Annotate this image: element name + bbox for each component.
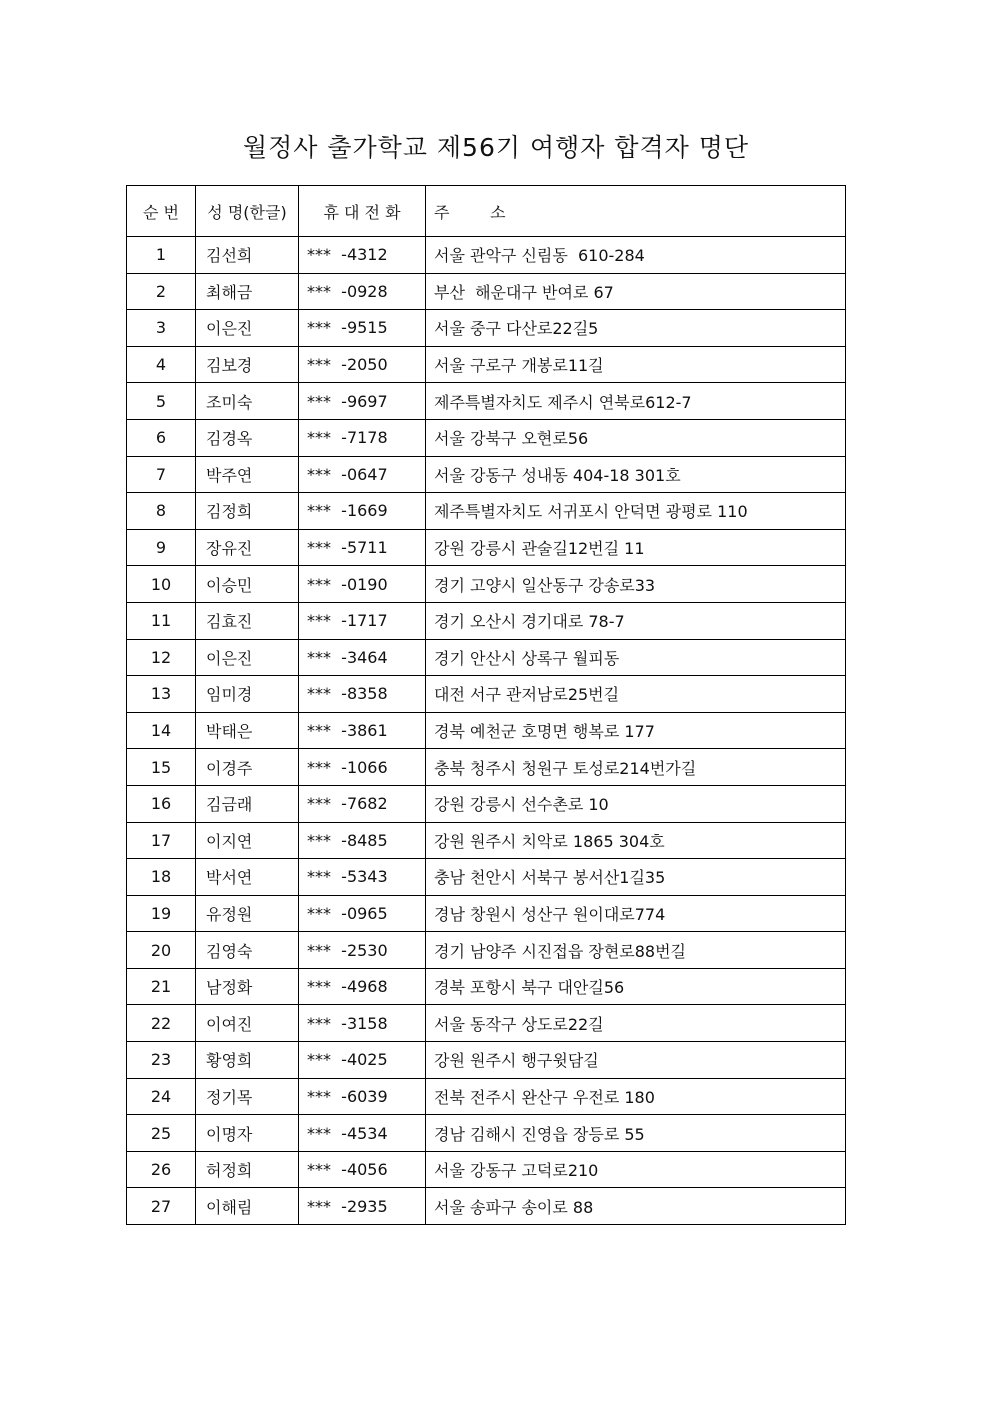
cell-name: 장유진 — [196, 529, 299, 566]
table-row — [127, 1115, 846, 1152]
cell-address: 서울 강동구 성내동 404-18 301호 — [426, 456, 846, 493]
cell-phone: *** -2935 — [299, 1188, 426, 1225]
header-name: 성 명(한글) — [196, 186, 299, 237]
cell-address: 경남 김해시 진영읍 장등로 55 — [426, 1115, 846, 1152]
cell-name: 황영희 — [196, 1042, 299, 1079]
cell-address: 경남 창원시 성산구 원이대로774 — [426, 895, 846, 932]
table-row — [127, 1078, 846, 1115]
cell-name: 이은진 — [196, 639, 299, 676]
cell-address: 전북 전주시 완산구 우전로 180 — [426, 1078, 846, 1115]
cell-address: 경기 남양주 시진접읍 장현로88번길 — [426, 932, 846, 969]
cell-number: 12 — [127, 639, 196, 676]
cell-name: 김금래 — [196, 785, 299, 822]
cell-phone: *** -3861 — [299, 712, 426, 749]
cell-phone: *** -7178 — [299, 419, 426, 456]
table-row — [127, 602, 846, 639]
page-title: 월정사 출가학교 제56기 여행자 합격자 명단 — [242, 133, 750, 162]
table-row — [127, 1151, 846, 1188]
cell-address: 강원 강릉시 선수촌로 10 — [426, 785, 846, 822]
cell-number: 18 — [127, 859, 196, 896]
cell-number: 23 — [127, 1042, 196, 1079]
cell-phone: *** -3158 — [299, 1005, 426, 1042]
cell-phone: *** -0190 — [299, 566, 426, 603]
cell-phone: *** -0928 — [299, 273, 426, 310]
cell-name: 유정원 — [196, 895, 299, 932]
cell-phone: *** -7682 — [299, 785, 426, 822]
cell-number: 4 — [127, 346, 196, 383]
cell-address: 충북 청주시 청원구 토성로214번가길 — [426, 749, 846, 786]
cell-name: 최해금 — [196, 273, 299, 310]
cell-phone: *** -2050 — [299, 346, 426, 383]
cell-phone: *** -5711 — [299, 529, 426, 566]
table-row — [127, 968, 846, 1005]
cell-address: 서울 관악구 신림동 610-284 — [426, 237, 846, 274]
cell-phone: *** -1066 — [299, 749, 426, 786]
cell-address: 강원 원주시 행구윗담길 — [426, 1042, 846, 1079]
table-row — [127, 1042, 846, 1079]
cell-number: 24 — [127, 1078, 196, 1115]
table-row — [127, 310, 846, 347]
cell-number: 14 — [127, 712, 196, 749]
table-row — [127, 785, 846, 822]
cell-number: 19 — [127, 895, 196, 932]
cell-number: 21 — [127, 968, 196, 1005]
cell-phone: *** -1669 — [299, 493, 426, 530]
table-row — [127, 932, 846, 969]
table-row — [127, 273, 846, 310]
cell-number: 10 — [127, 566, 196, 603]
table-row — [127, 676, 846, 713]
cell-number: 5 — [127, 383, 196, 420]
cell-number: 8 — [127, 493, 196, 530]
cell-address: 경기 고양시 일산동구 강송로33 — [426, 566, 846, 603]
cell-name: 김정희 — [196, 493, 299, 530]
table-row — [127, 1005, 846, 1042]
cell-number: 6 — [127, 419, 196, 456]
cell-phone: *** -4056 — [299, 1151, 426, 1188]
cell-address: 경기 안산시 상록구 월피동 — [426, 639, 846, 676]
cell-name: 이승민 — [196, 566, 299, 603]
cell-address: 강원 원주시 치악로 1865 304호 — [426, 822, 846, 859]
cell-name: 이지연 — [196, 822, 299, 859]
cell-number: 3 — [127, 310, 196, 347]
cell-number: 27 — [127, 1188, 196, 1225]
cell-address: 서울 송파구 송이로 88 — [426, 1188, 846, 1225]
table-header — [127, 186, 846, 237]
cell-number: 17 — [127, 822, 196, 859]
cell-phone: *** -3464 — [299, 639, 426, 676]
cell-phone: *** -9697 — [299, 383, 426, 420]
cell-name: 조미숙 — [196, 383, 299, 420]
cell-phone: *** -6039 — [299, 1078, 426, 1115]
cell-name: 이해림 — [196, 1188, 299, 1225]
cell-name: 이여진 — [196, 1005, 299, 1042]
applicant-table — [126, 185, 846, 1225]
cell-phone: *** -4534 — [299, 1115, 426, 1152]
table-row — [127, 346, 846, 383]
table-row — [127, 456, 846, 493]
table-row — [127, 895, 846, 932]
cell-name: 이은진 — [196, 310, 299, 347]
cell-number: 7 — [127, 456, 196, 493]
cell-address: 경북 포항시 북구 대안길56 — [426, 968, 846, 1005]
cell-address: 서울 동작구 상도로22길 — [426, 1005, 846, 1042]
table-row — [127, 529, 846, 566]
cell-address: 부산 해운대구 반여로 67 — [426, 273, 846, 310]
table-row — [127, 383, 846, 420]
cell-name: 임미경 — [196, 676, 299, 713]
table-row — [127, 237, 846, 274]
cell-phone: *** -1717 — [299, 602, 426, 639]
cell-phone: *** -8485 — [299, 822, 426, 859]
table-row — [127, 859, 846, 896]
table-body — [127, 237, 846, 1225]
table-row — [127, 566, 846, 603]
cell-address: 제주특별자치도 제주시 연북로612-7 — [426, 383, 846, 420]
table-row — [127, 712, 846, 749]
cell-name: 김효진 — [196, 602, 299, 639]
header-address: 주 소 — [426, 186, 846, 237]
cell-address: 서울 구로구 개봉로11길 — [426, 346, 846, 383]
header-row — [127, 186, 846, 237]
cell-name: 박태은 — [196, 712, 299, 749]
cell-number: 22 — [127, 1005, 196, 1042]
cell-phone: *** -2530 — [299, 932, 426, 969]
cell-number: 2 — [127, 273, 196, 310]
cell-address: 서울 강북구 오현로56 — [426, 419, 846, 456]
cell-phone: *** -4025 — [299, 1042, 426, 1079]
header-phone: 휴 대 전 화 — [299, 186, 426, 237]
cell-number: 20 — [127, 932, 196, 969]
cell-phone: *** -0647 — [299, 456, 426, 493]
cell-name: 이명자 — [196, 1115, 299, 1152]
table-row — [127, 493, 846, 530]
cell-number: 13 — [127, 676, 196, 713]
cell-name: 정기목 — [196, 1078, 299, 1115]
cell-phone: *** -9515 — [299, 310, 426, 347]
cell-address: 경북 예천군 호명면 행복로 177 — [426, 712, 846, 749]
cell-name: 박서연 — [196, 859, 299, 896]
cell-phone: *** -5343 — [299, 859, 426, 896]
cell-name: 허정희 — [196, 1151, 299, 1188]
cell-phone: *** -8358 — [299, 676, 426, 713]
table-row — [127, 639, 846, 676]
table-row — [127, 822, 846, 859]
cell-name: 김영숙 — [196, 932, 299, 969]
cell-number: 15 — [127, 749, 196, 786]
cell-name: 박주연 — [196, 456, 299, 493]
cell-name: 김보경 — [196, 346, 299, 383]
cell-name: 김선희 — [196, 237, 299, 274]
cell-address: 경기 오산시 경기대로 78-7 — [426, 602, 846, 639]
table-row — [127, 749, 846, 786]
cell-number: 16 — [127, 785, 196, 822]
cell-address: 대전 서구 관저남로25번길 — [426, 676, 846, 713]
cell-name: 이경주 — [196, 749, 299, 786]
header-number: 순 번 — [127, 186, 196, 237]
cell-name: 남정화 — [196, 968, 299, 1005]
cell-phone: *** -4968 — [299, 968, 426, 1005]
cell-phone: *** -0965 — [299, 895, 426, 932]
cell-address: 강원 강릉시 관술길12번길 11 — [426, 529, 846, 566]
cell-name: 김경옥 — [196, 419, 299, 456]
cell-address: 서울 강동구 고덕로210 — [426, 1151, 846, 1188]
cell-phone: *** -4312 — [299, 237, 426, 274]
cell-address: 충남 천안시 서북구 봉서산1길35 — [426, 859, 846, 896]
cell-number: 9 — [127, 529, 196, 566]
cell-address: 서울 중구 다산로22길5 — [426, 310, 846, 347]
cell-number: 1 — [127, 237, 196, 274]
table-row — [127, 419, 846, 456]
cell-number: 11 — [127, 602, 196, 639]
cell-number: 26 — [127, 1151, 196, 1188]
cell-number: 25 — [127, 1115, 196, 1152]
cell-address: 제주특별자치도 서귀포시 안덕면 광평로 110 — [426, 493, 846, 530]
table-row — [127, 1188, 846, 1225]
